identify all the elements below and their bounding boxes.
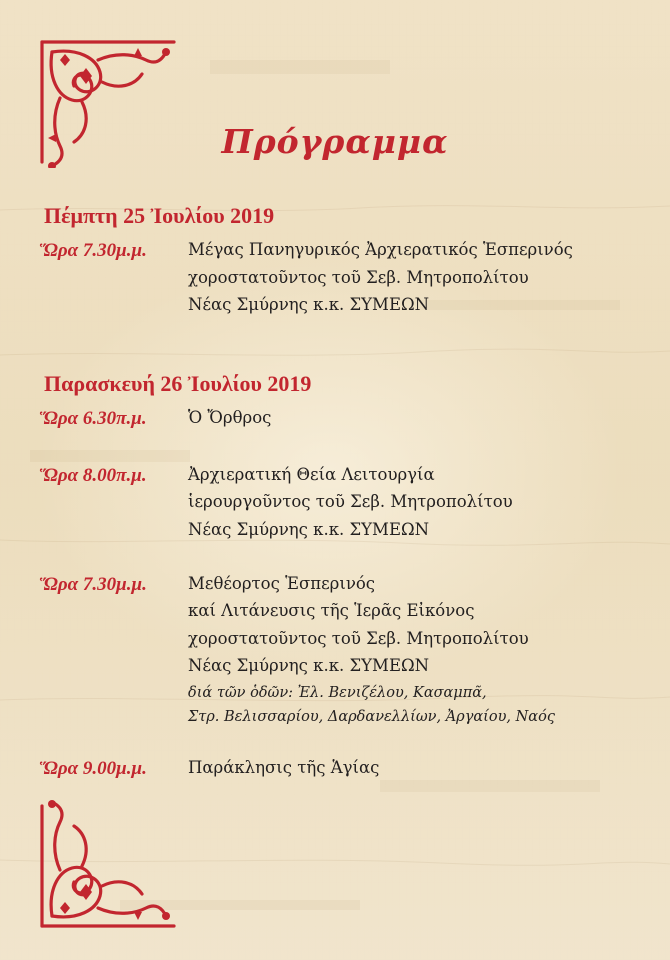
event-description-line: Νέας Σμύρνης κ.κ. ΣΥΜΕΩΝ bbox=[188, 656, 430, 675]
bottom-corner-ornament bbox=[38, 800, 178, 930]
event-description-line: Μεθέορτος Ἑσπερινός bbox=[188, 574, 376, 593]
event-time: Ὥρα 9.00μ.μ. bbox=[40, 758, 147, 779]
procession-route-line: Στρ. Βελισσαρίου, Δαρδανελλίων, Ἀργαίου, Ναός bbox=[188, 709, 555, 725]
event-description-line: Νέας Σμύρνης κ.κ. ΣΥΜΕΩΝ bbox=[188, 295, 430, 314]
event-time: Ὥρα 8.00π.μ. bbox=[40, 465, 147, 486]
procession-route-line: διά τῶν ὁδῶν: Ἐλ. Βενιζέλου, Κασαμπᾶ, bbox=[188, 685, 487, 701]
event-description-line: Ἀρχιερατική Θεία Λειτουργία bbox=[188, 465, 435, 484]
event-time: Ὥρα 7.30μ.μ. bbox=[40, 574, 147, 595]
event-time: Ὥρα 7.30μ.μ. bbox=[40, 240, 147, 261]
event-description-line: Ὁ Ὄρθρος bbox=[188, 408, 272, 427]
page-title: Πρόγραμμα bbox=[221, 122, 449, 161]
event-description-line: Παράκλησις τῆς Ἁγίας bbox=[188, 758, 380, 777]
event-description-line: Νέας Σμύρνης κ.κ. ΣΥΜΕΩΝ bbox=[188, 520, 430, 539]
day-heading: Παρασκευή 26 Ἰουλίου 2019 bbox=[44, 371, 312, 396]
event-description-line: Μέγας Πανηγυρικός Ἀρχιερατικός Ἑσπερινός bbox=[188, 240, 573, 259]
event-description-line: χοροστατοῦντος τοῦ Σεβ. Μητροπολίτου bbox=[188, 268, 529, 287]
event-description-line: καί Λιτάνευσις τῆς Ἱερᾶς Εἰκόνος bbox=[188, 601, 475, 620]
event-description-line: χοροστατοῦντος τοῦ Σεβ. Μητροπολίτου bbox=[188, 629, 529, 648]
day-heading: Πέμπτη 25 Ἰουλίου 2019 bbox=[44, 203, 275, 228]
event-time: Ὥρα 6.30π.μ. bbox=[40, 408, 147, 429]
event-description-line: ἱερουργοῦντος τοῦ Σεβ. Μητροπολίτου bbox=[188, 492, 513, 511]
